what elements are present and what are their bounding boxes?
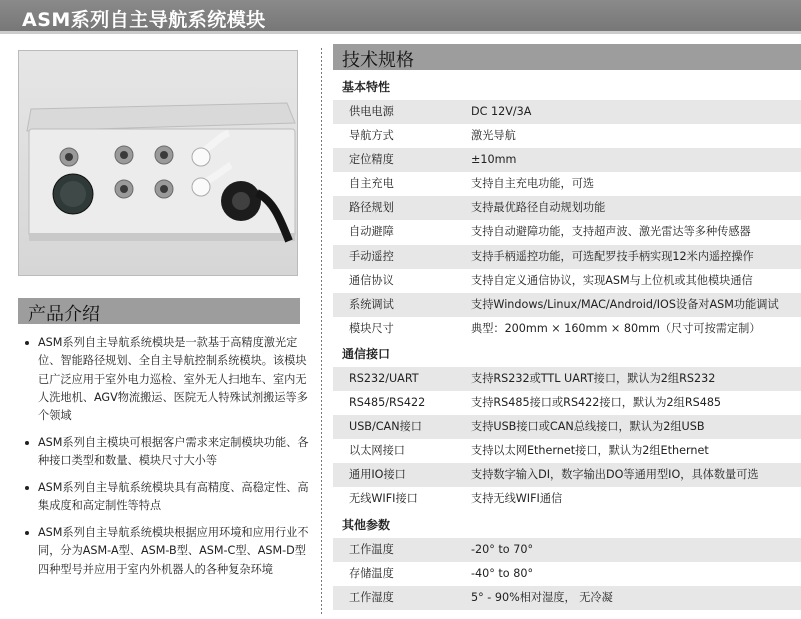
spec-row bbox=[333, 562, 801, 586]
spec-key: 手动遥控 bbox=[349, 249, 394, 263]
product-photo bbox=[18, 50, 298, 276]
spec-row bbox=[333, 245, 801, 269]
spec-key: 系统调试 bbox=[349, 297, 394, 311]
spec-key: 供电电源 bbox=[349, 105, 394, 118]
spec-key: 路径规划 bbox=[349, 201, 394, 215]
spec-value: 支持USB接口或CAN总线接口，默认为2组USB bbox=[471, 420, 705, 434]
spec-row bbox=[333, 124, 801, 148]
spec-row bbox=[333, 293, 801, 317]
spec-value: 支持自主充电功能，可选 bbox=[471, 177, 595, 191]
spec-heading: 技术规格 bbox=[342, 50, 414, 71]
intro-heading: 产品介绍 bbox=[28, 304, 100, 325]
spec-value: 支持自动避障功能，支持超声波、激光雷达等多种传感器 bbox=[471, 225, 751, 239]
spec-key: 自主充电 bbox=[349, 177, 394, 191]
spec-value: -40° to 80° bbox=[471, 566, 534, 580]
spec-row bbox=[333, 391, 801, 415]
spec-key: 无线WIFI接口 bbox=[349, 492, 418, 506]
spec-row bbox=[333, 269, 801, 293]
intro-item: ASM系列自主导航系统模块是一款基于高精度激光定位、智能路径规划、全自主导航控制系统模块。该模块已广泛应用于室外电力巡检、室外无人扫地车、室内无人洗地机、AGV物流搬运、医院无人特殊试剂搬运等多个领域 bbox=[22, 334, 312, 425]
spec-row bbox=[333, 415, 801, 439]
spec-row bbox=[333, 196, 801, 220]
intro-item: ASM系列自主导航系统模块根据应用环境和应用行业不同，分为ASM-A型、ASM-B型、ASM-C型、ASM-D型四种型号并应用于室内外机器人的各种复杂环境 bbox=[22, 524, 312, 579]
spec-value: 支持RS485接口或RS422接口，默认为2组RS485 bbox=[471, 396, 722, 410]
spec-value: 支持数字输入DI，数字输出DO等通用型IO，具体数量可选 bbox=[471, 468, 759, 482]
spec-row bbox=[333, 100, 801, 124]
spec-key: 模块尺寸 bbox=[349, 321, 394, 335]
spec-row bbox=[333, 439, 801, 463]
spec-header bbox=[333, 44, 801, 70]
spec-value: 支持自定义通信协议，实现ASM与上位机或其他模块通信 bbox=[471, 273, 753, 287]
section-title-basic: 基本特性 bbox=[342, 80, 391, 94]
spec-value: 支持RS232或TTL UART接口，默认为2组RS232 bbox=[471, 371, 716, 385]
spec-value: 激光导航 bbox=[471, 129, 516, 143]
spec-value: 支持Windows/Linux/MAC/Android/IOS设备对ASM功能调试 bbox=[471, 297, 779, 311]
spec-table bbox=[333, 74, 801, 610]
spec-row bbox=[333, 538, 801, 562]
spec-row bbox=[333, 463, 801, 487]
spec-key: 存储温度 bbox=[349, 566, 394, 580]
spec-key: USB/CAN接口 bbox=[349, 420, 422, 434]
spec-key: 定位精度 bbox=[349, 153, 394, 167]
spec-key: 自动避障 bbox=[349, 225, 394, 239]
section-title-interfaces: 通信接口 bbox=[342, 346, 391, 361]
column-divider bbox=[321, 48, 322, 615]
spec-value: 支持以太网Ethernet接口，默认为2组Ethernet bbox=[471, 444, 709, 458]
spec-key: 通用IO接口 bbox=[349, 468, 406, 482]
spec-key: 以太网接口 bbox=[349, 444, 405, 458]
spec-key: RS485/RS422 bbox=[349, 396, 426, 410]
spec-row bbox=[333, 487, 801, 511]
spec-value: -20° to 70° bbox=[471, 542, 534, 556]
spec-value: 支持手柄遥控功能，可选配罗技手柄实现12米内遥控操作 bbox=[471, 249, 754, 263]
spec-value: 支持最优路径自动规划功能 bbox=[471, 201, 606, 215]
spec-row bbox=[333, 586, 801, 610]
product-photo-image bbox=[19, 51, 298, 276]
spec-key: 工作温度 bbox=[349, 542, 394, 556]
spec-row bbox=[333, 367, 801, 391]
intro-item: ASM系列自主模块可根据客户需求来定制模块功能、各种接口类型和数量、模块尺寸大小等 bbox=[22, 434, 312, 471]
intro-item: ASM系列自主导航系统模块具有高精度、高稳定性、高集成度和高定制性等特点 bbox=[22, 479, 312, 516]
section-title-other: 其他参数 bbox=[342, 517, 391, 532]
spec-value: 典型：200mm × 160mm × 80mm（尺寸可按需定制） bbox=[471, 321, 761, 335]
spec-row bbox=[333, 172, 801, 196]
spec-value: DC 12V/3A bbox=[471, 105, 532, 118]
spec-key: 导航方式 bbox=[349, 129, 394, 143]
page-title: ASM系列自主导航系统模块 bbox=[22, 9, 266, 31]
spec-key: 通信协议 bbox=[349, 273, 394, 287]
spec-row bbox=[333, 148, 801, 172]
spec-value: 支持无线WIFI通信 bbox=[471, 492, 563, 506]
spec-row bbox=[333, 317, 801, 341]
spec-row bbox=[333, 220, 801, 244]
intro-header bbox=[18, 298, 300, 324]
spec-value: ±10mm bbox=[471, 153, 517, 167]
spec-value: 5° - 90%相对湿度， 无冷凝 bbox=[471, 590, 613, 604]
intro-list bbox=[22, 334, 312, 588]
spec-key: RS232/UART bbox=[349, 371, 419, 385]
title-banner bbox=[0, 0, 801, 34]
spec-key: 工作湿度 bbox=[349, 590, 394, 604]
